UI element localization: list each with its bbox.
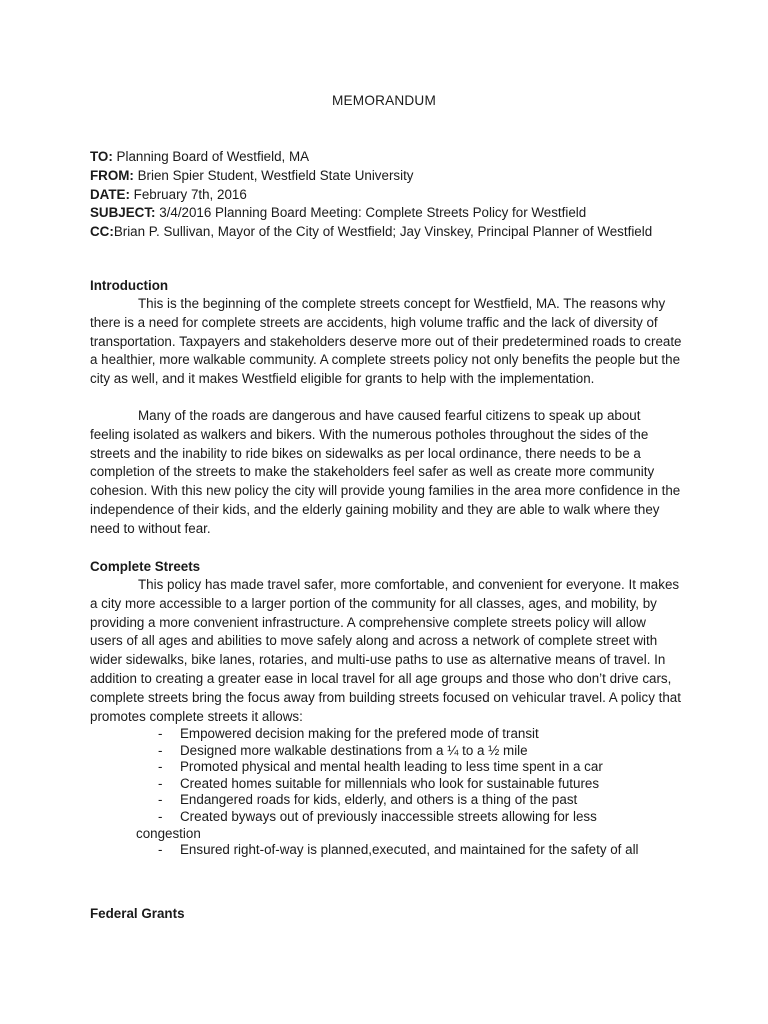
subject-line [90, 204, 710, 223]
list-item-text: Promoted physical and mental health leading to less time spent in a car [180, 759, 603, 775]
list-item [90, 809, 690, 842]
federal-grants-heading: Federal Grants [90, 906, 185, 921]
bullet-dash: - [158, 808, 163, 824]
complete-streets-paragraph: This policy has made travel safer, more comfortable, and convenient for everyone. It makes a city more accessible to a larger portion of the community for all classes, ages, and mobility, by providing a more convenient infrastructure. A comprehensive complete streets policy will allow users of all ages and abilities to move safely along and across a network of complete street with wider sidewalks, bike lanes, rotaries, and multi-use paths to use as alternative means of travel. In addition to creating a greater ease in local travel for all age groups and those who don’t drive cars, complete streets bring the focus away from building streets focused on vehicular travel. A policy that promotes complete streets it allows: [90, 577, 681, 724]
introduction-paragraph-2: Many of the roads are dangerous and have caused fearful citizens to speak up about feeling isolated as walkers and bikers. With the numerous potholes throughout the sides of the streets and the inability to ride bikes on sidewalks as per local ordinance, there needs to be a completion of the streets to make the stakeholders feel safer as well as create more community cohesion. With this new policy the city will provide young families in the area more confidence in the independence of their kids, and the elderly gaining mobility and they are able to walk where they need to without fear. [90, 408, 681, 536]
from-value: Brien Spier Student, Westfield State University [133, 167, 414, 183]
complete-streets-heading: Complete Streets [90, 559, 201, 574]
memo-title: MEMORANDUM [332, 93, 436, 108]
list-item-text: Designed more walkable destinations from a ¼ to a ½ mile [180, 742, 528, 758]
list-item-text: Created byways out of previously inaccessible streets allowing for less [180, 808, 597, 824]
bullet-dash: - [158, 842, 163, 858]
list-item-text: Ensured right-of-way is planned,executed, and maintained for the safety of all [180, 842, 639, 858]
bullet-dash: - [158, 775, 163, 791]
bullet-dash: - [158, 726, 163, 741]
list-item [90, 759, 690, 776]
date-value: February 7th, 2016 [129, 186, 247, 202]
list-item [90, 792, 690, 809]
cc-value: Brian P. Sullivan, Mayor of the City of Westfield; Jay Vinskey, Principal Planner of Westfield [113, 224, 653, 240]
list-item-continuation: congestion [136, 825, 201, 841]
list-item [90, 776, 690, 793]
subject-value: 3/4/2016 Planning Board Meeting: Complete Streets Policy for Westfield [155, 205, 587, 221]
introduction-paragraph-1: This is the beginning of the complete streets concept for Westfield, MA. The reasons why there is a need for complete streets are accidents, high volume traffic and the lack of diversity of transportation. Taxpayers and stakeholders deserve more out of their predetermined roads to create a healthier, more walkable community. A complete streets policy not only benefits the people but the city as well, and it makes Westfield eligible for grants to help with the implementation. [90, 296, 682, 387]
list-item-text: Created homes suitable for millennials who look for sustainable futures [180, 775, 600, 791]
from-label: FROM: [90, 167, 134, 183]
to-value: Planning Board of Westfield, MA [112, 149, 310, 164]
benefits-list [90, 726, 690, 859]
memo-header [90, 148, 710, 242]
list-item [90, 842, 690, 859]
introduction-heading: Introduction [90, 278, 169, 293]
to-line [90, 148, 710, 167]
to-label: TO: [90, 149, 113, 164]
date-line [90, 186, 710, 205]
list-item-text: Endangered roads for kids, elderly, and others is a thing of the past [180, 792, 578, 808]
date-label: DATE: [90, 186, 130, 202]
bullet-dash: - [158, 742, 163, 758]
list-item [90, 726, 690, 743]
from-line [90, 167, 710, 186]
cc-line [90, 223, 710, 242]
subject-label: SUBJECT: [90, 205, 156, 221]
cc-label: CC: [90, 224, 114, 240]
list-item-text: Empowered decision making for the prefered mode of transit [180, 726, 539, 741]
bullet-dash: - [158, 759, 163, 775]
bullet-dash: - [158, 792, 163, 808]
list-item [90, 743, 690, 760]
